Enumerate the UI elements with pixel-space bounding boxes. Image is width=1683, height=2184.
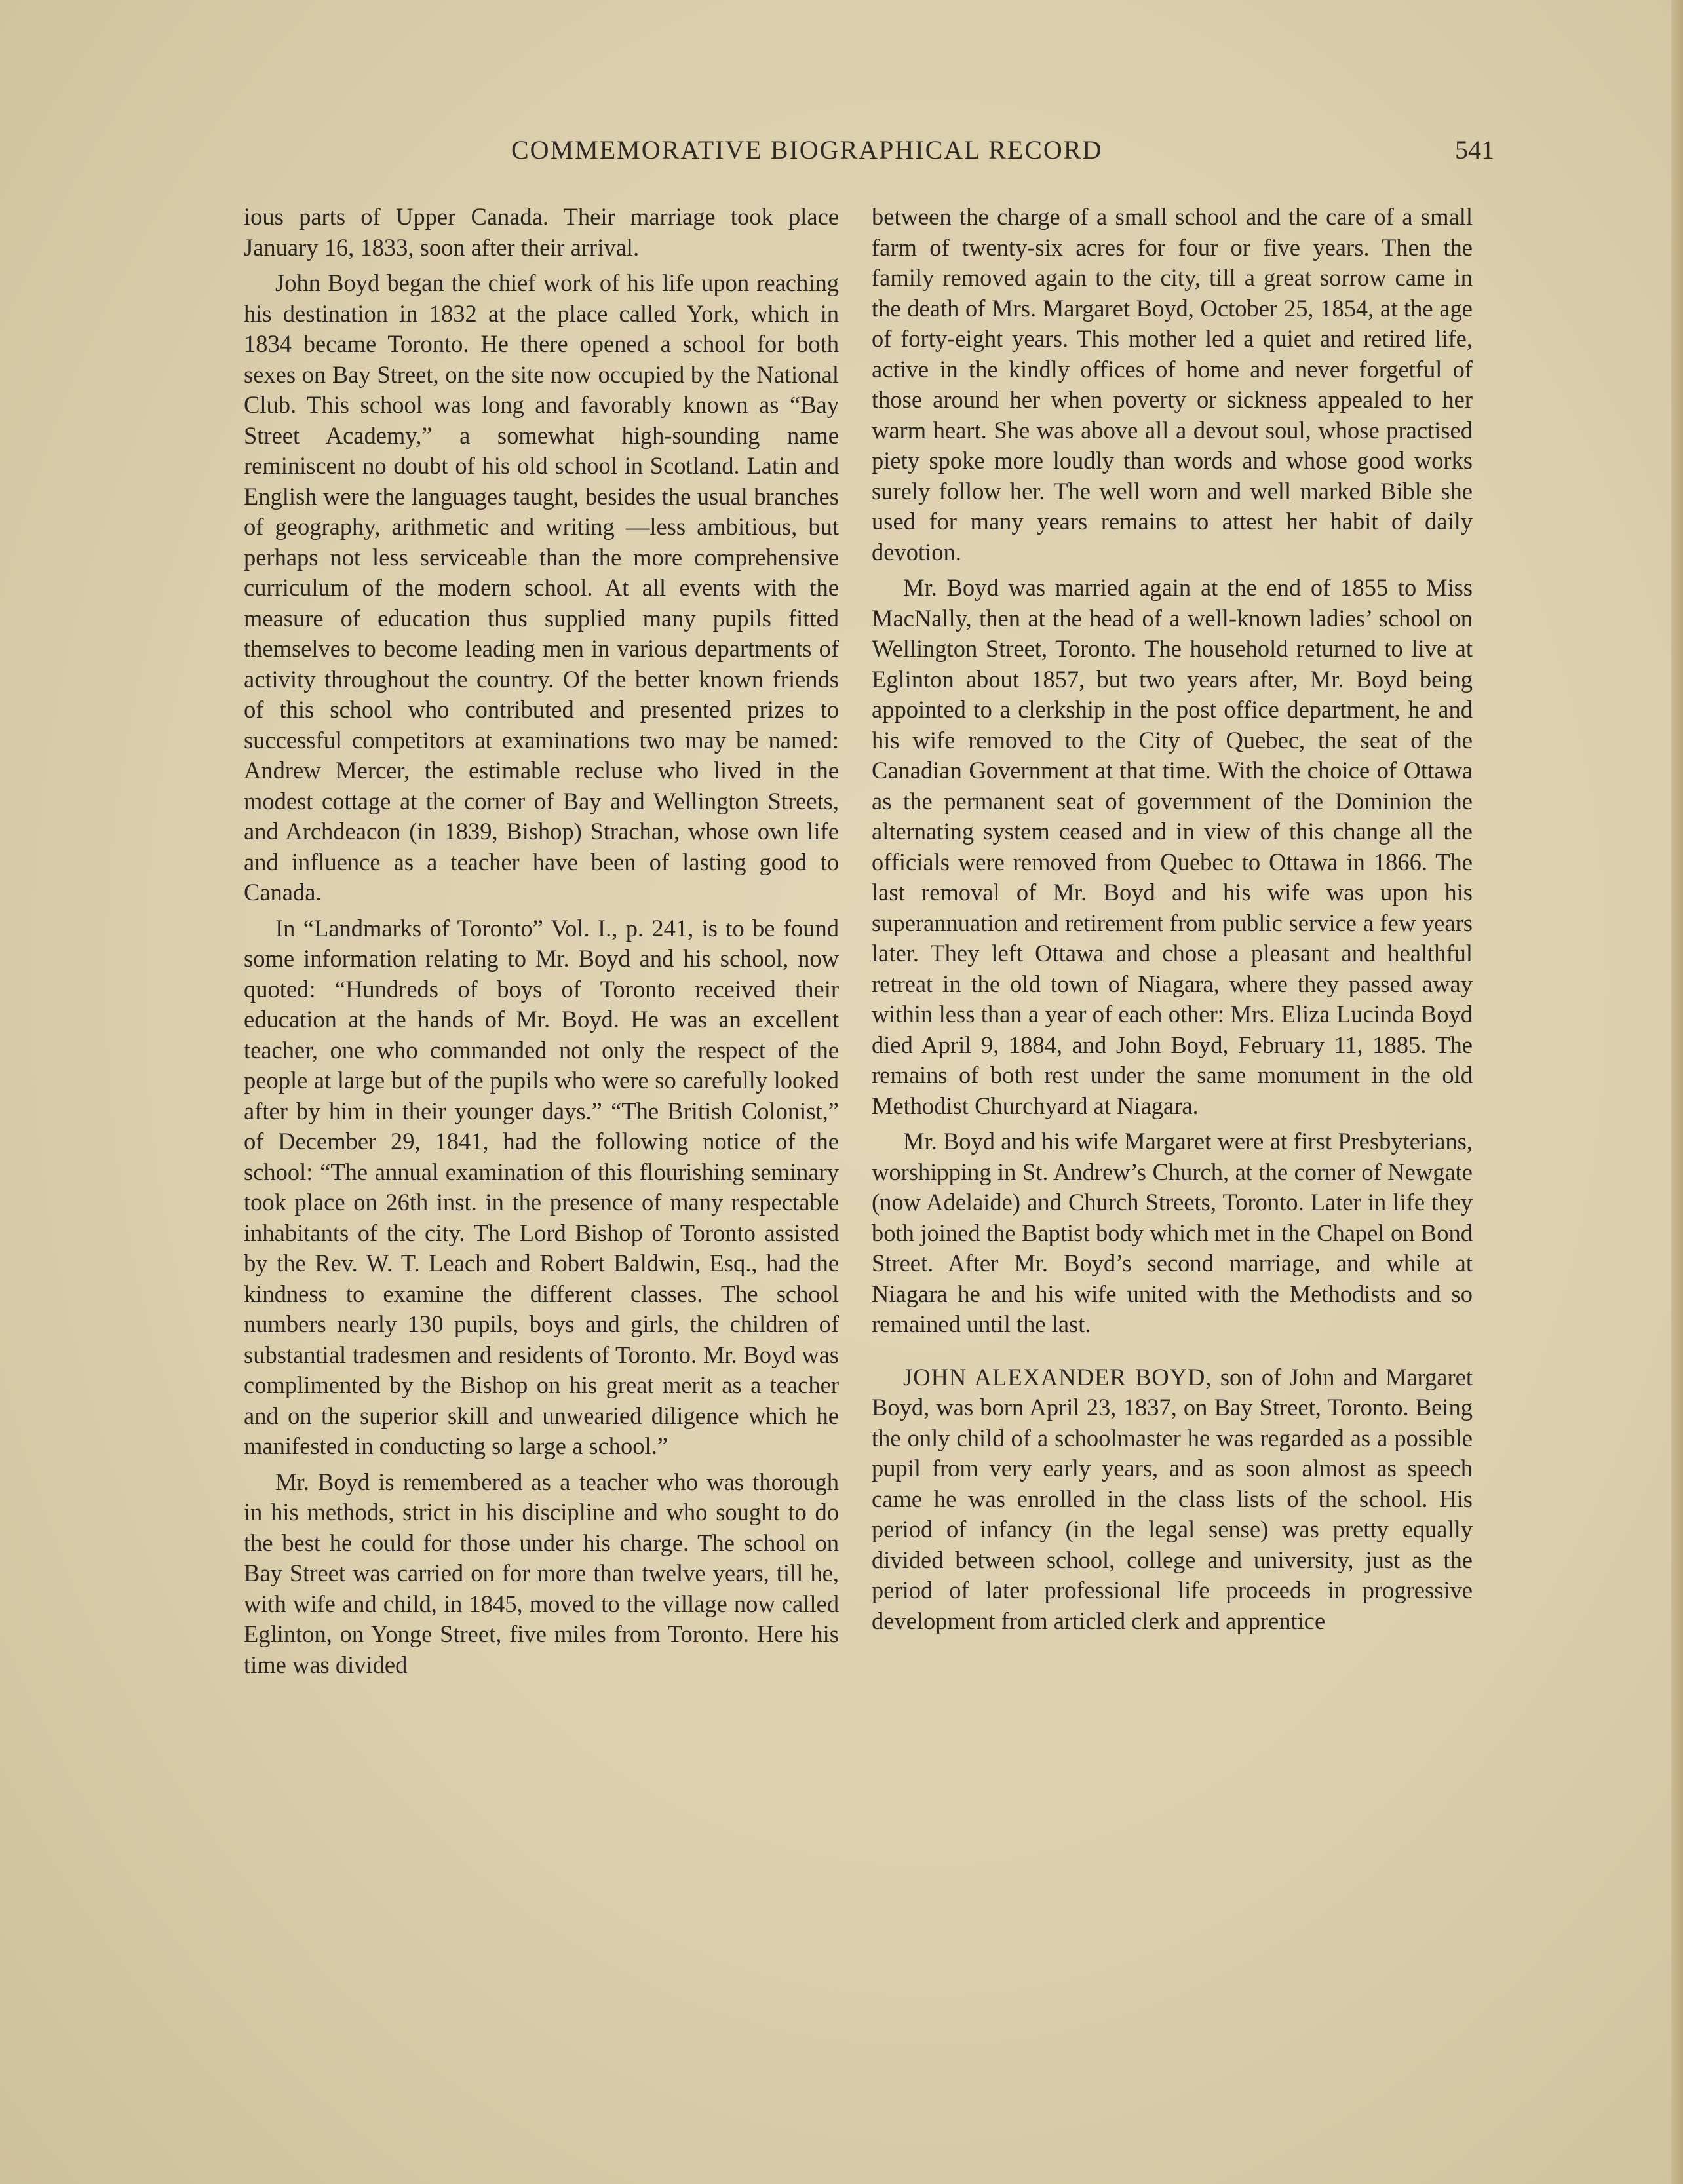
right-column <box>872 202 1473 1641</box>
page-number: 541 <box>1455 135 1494 164</box>
paragraph: John Boyd began the chief work of his life upon reaching his destination in 1832 at the place called York, which in 1834 became Toronto. He there opened a school for both sexes on Bay Street, on the site now occupied by the National Club. This school was long and favorably known as “Bay Street Academy,” a somewhat high-sounding name reminiscent no doubt of his old school in Scotland. Latin and English were the languages taught, besides the usual branches of geography, arithmetic and writing —less ambitious, but perhaps not less serviceable than the more comprehensive curriculum of the modern school. At all events with the measure of education thus supplied many pupils fitted themselves to become leading men in various departments of activity throughout the country. Of the better known friends of this school who contributed and presented prizes to successful competitors at examinations two may be named: Andrew Mercer, the estimable recluse who lived in the modest cottage at the corner of Bay and Wellington Streets, and Archdeacon (in 1839, Bishop) Strachan, whose own life and influence as a teacher have been of lasting good to Canada. <box>244 269 839 906</box>
paragraph: In “Landmarks of Toronto” Vol. I., p. 241, is to be found some information relating to Mr. Boyd and his school, now quoted: “Hundreds of boys of Toronto received their education at the hands of Mr. Boyd. He was an excellent teacher, one who commanded not only the respect of the people at large but of the pupils who were so carefully looked after by him in their younger days.” “The British Colonist,” of December 29, 1841, had the following notice of the school: “The annual examination of this flourishing seminary took place on 26th inst. in the presence of many respectable inhabitants of the city. The Lord Bishop of Toronto assisted by the Rev. W. T. Leach and Robert Baldwin, Esq., had the kindness to examine the different classes. The school numbers nearly 130 pupils, boys and girls, the children of substantial tradesmen and residents of Toronto. Mr. Boyd was complimented by the Bishop on his great merit as a teacher and on the superior skill and unwearied diligence which he manifested in conducting so large a school.” <box>244 914 839 1459</box>
biography-text: son of John and Margaret Boyd, was born April 23, 1837, on Bay Street, Toronto. Being the only child of a schoolmaster he was regarded as a possible pupil from very early years, and as soon almost as speech came he was enrolled in the class lists of the school. His period of infancy (in the legal sense) was pretty equally divided between school, college and university, just as the period of later professional life proceeds in progressive development from articled clerk and apprentice <box>872 1363 1473 1634</box>
biography-entry <box>872 1362 1473 1637</box>
paragraph: Mr. Boyd is remembered as a teacher who was thorough in his methods, strict in his discipline and who sought to do the best he could for those under his charge. The school on Bay Street was carried on for more than twelve years, till he, with wife and child, in 1845, moved to the village now called Eglinton, on Yonge Street, five miles from Toronto. Here his time was divided <box>244 1468 839 1678</box>
left-column <box>244 202 839 1685</box>
paragraph: Mr. Boyd and his wife Margaret were at first Presbyterians, worshipping in St. Andrew’s Church, at the corner of Newgate (now Adelaide) and Church Streets, Toronto. Later in life they both joined the Baptist body which met in the Chapel on Bond Street. After Mr. Boyd’s second marriage, and while at Niagara he and his wife united with the Methodists and so remained until the last. <box>872 1128 1473 1337</box>
paragraph: between the charge of a small school and the care of a small farm of twenty-six acres for four or five years. Then the family removed again to the city, till a great sorrow came in the death of Mrs. Margaret Boyd, October 25, 1854, at the age of forty-eight years. This mother led a quiet and retired life, active in the kindly offices of home and never forgetful of those around her when poverty or sickness appealed to her warm heart. She was above all a devout soul, whose practised piety spoke more loudly than words and whose good works surely follow her. The well worn and well marked Bible she used for many years remains to attest her habit of daily devotion. <box>872 203 1473 565</box>
page-edge <box>1671 0 1683 2184</box>
paragraph: ious parts of Upper Canada. Their marriage took place January 16, 1833, soon after their arrival. <box>244 203 839 261</box>
running-head: COMMEMORATIVE BIOGRAPHICAL RECORD <box>511 135 1103 164</box>
paragraph: Mr. Boyd was married again at the end of 1855 to Miss MacNally, then at the head of a well-known ladies’ school on Wellington Street, Toronto. The household returned to live at Eglinton about 1857, but two years after, Mr. Boyd being appointed to a clerkship in the post office department, he and his wife removed to the City of Quebec, the seat of the Canadian Government at that time. With the choice of Ottawa as the permanent seat of government of the Dominion the alternating system ceased and in view of this change all the officials were removed from Quebec to Ottawa in 1866. The last removal of Mr. Boyd and his wife was upon his superannuation and retirement from public service a few years later. They left Ottawa and chose a pleasant and healthful retreat in the old town of Niagara, where they passed away within less than a year of each other: Mrs. Eliza Lucinda Boyd died April 9, 1884, and John Boyd, February 11, 1885. The remains of both rest under the same monument in the old Methodist Churchyard at Niagara. <box>872 574 1473 1119</box>
page-header <box>511 134 1494 180</box>
biography-name: JOHN ALEXANDER BOYD, <box>903 1363 1212 1390</box>
